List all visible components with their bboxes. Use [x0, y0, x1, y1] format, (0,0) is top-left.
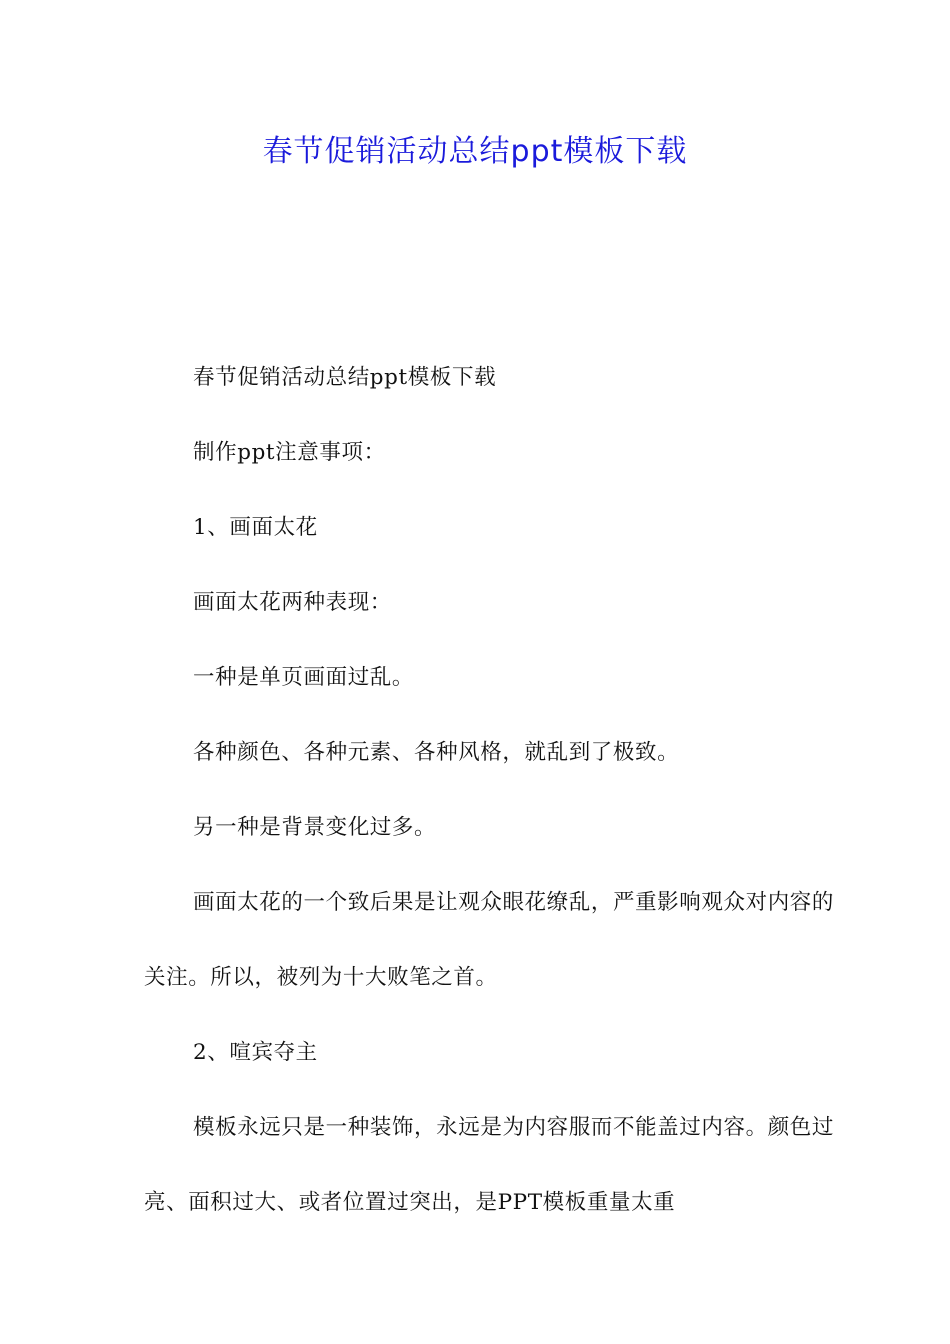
paragraph: 另一种是背景变化过多。: [193, 815, 437, 840]
paragraph: 1、画面太花: [193, 515, 318, 540]
paragraph: 制作ppt注意事项：: [193, 440, 386, 465]
document-body: [144, 340, 834, 1240]
paragraph: 画面太花两种表现：: [193, 590, 392, 615]
document-title: 春节促销活动总结ppt模板下载: [262, 134, 688, 169]
paragraph: 画面太花的一个致后果是让观众眼花缭乱，严重影响观众对内容的关注。所以，被列为十大败笔之首。: [144, 890, 834, 990]
paragraph: 春节促销活动总结ppt模板下载: [193, 365, 497, 390]
paragraph: 模板永远只是一种装饰，永远是为内容服而不能盖过内容。颜色过亮、面积过大、或者位置过突出，是PPT模板重量太重: [144, 1115, 834, 1215]
paragraph: 一种是单页画面过乱。: [193, 665, 415, 690]
paragraph: 2、喧宾夺主: [193, 1040, 318, 1065]
paragraph: 各种颜色、各种元素、各种风格，就乱到了极致。: [193, 740, 680, 765]
